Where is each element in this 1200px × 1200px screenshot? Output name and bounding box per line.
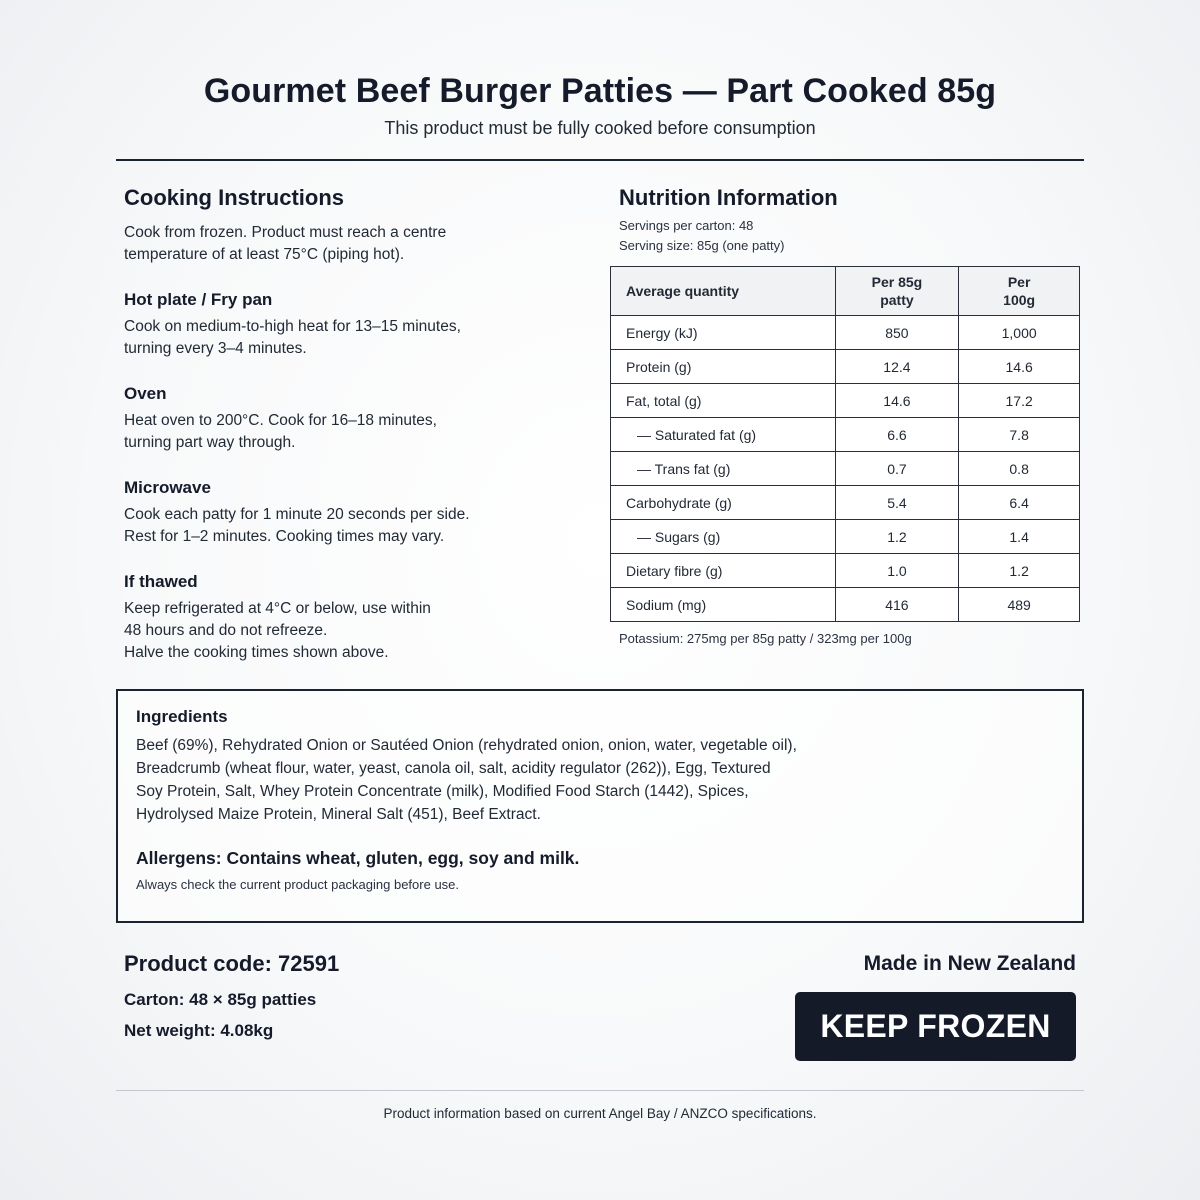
per-100g-value: 489 <box>959 588 1080 622</box>
ingredients-box <box>116 689 1084 923</box>
per-serving-value: 0.7 <box>835 452 959 486</box>
column-header-per-serving: Per 85g patty <box>835 267 959 316</box>
ingredients-heading: Ingredients <box>136 707 228 726</box>
potassium-note: Potassium: 275mg per 85g patty / 323mg per 100g <box>619 631 912 646</box>
table-row <box>611 452 1080 486</box>
per-100g-value: 7.8 <box>959 418 1080 452</box>
table-row <box>611 384 1080 418</box>
nutrient-label: Sodium (mg) <box>611 588 836 622</box>
per-100g-value: 1,000 <box>959 316 1080 350</box>
nutrition-heading: Nutrition Information <box>619 185 838 210</box>
per-serving-value: 416 <box>835 588 959 622</box>
table-row <box>611 588 1080 622</box>
footer-divider <box>116 1090 1084 1091</box>
table-row <box>611 316 1080 350</box>
ingredients-list: Beef (69%), Rehydrated Onion or Sautéed Onion (rehydrated onion, onion, water, vegetable oil), Breadcrumb (wheat flour, water, yeast, canola oil, salt, acidity regulator (262)), Egg, Textured Soy Protein, Salt, Whey Protein Concentrate (milk), Modified Food Starch (1442), Spices, Hydrolysed Maize Protein, Mineral Salt (451), Beef Extract. <box>136 737 797 823</box>
per-100g-value: 6.4 <box>959 486 1080 520</box>
method-heading-microwave: Microwave <box>124 478 211 497</box>
page-subtitle: This product must be fully cooked before consumption <box>384 118 816 138</box>
per-serving-value: 5.4 <box>835 486 959 520</box>
per-100g-value: 17.2 <box>959 384 1080 418</box>
method-text-hot-plate: Cook on medium-to-high heat for 13–15 minutes, turning every 3–4 minutes. <box>124 318 461 357</box>
method-heading-hot-plate: Hot plate / Fry pan <box>124 290 273 309</box>
nutrient-label: Carbohydrate (g) <box>611 486 836 520</box>
nutrient-label: Protein (g) <box>611 350 836 384</box>
per-100g-value: 14.6 <box>959 350 1080 384</box>
cooking-instructions-section <box>124 184 564 664</box>
per-serving-value: 850 <box>835 316 959 350</box>
per-serving-value: 6.6 <box>835 418 959 452</box>
cooking-intro-text: Cook from frozen. Product must reach a centre temperature of at least 75°C (piping hot). <box>124 224 447 263</box>
table-row <box>611 418 1080 452</box>
nutrition-information-section <box>610 184 1084 646</box>
column-header-per-100g: Per 100g <box>959 267 1080 316</box>
per-serving-value: 14.6 <box>835 384 959 418</box>
per-serving-value: 1.0 <box>835 554 959 588</box>
method-text-oven: Heat oven to 200°C. Cook for 16–18 minutes, turning part way through. <box>124 412 437 451</box>
page-title: Gourmet Beef Burger Patties — Part Cooked 85g <box>203 72 997 110</box>
carton-size: Carton: 48 × 85g patties <box>124 990 317 1009</box>
nutrition-table <box>610 266 1080 622</box>
product-spec-sheet <box>116 0 1084 1200</box>
nutrient-label: Fat, total (g) <box>611 384 836 418</box>
serving-size: Serving size: 85g (one patty) <box>619 238 785 253</box>
table-row <box>611 486 1080 520</box>
table-row <box>611 520 1080 554</box>
country-of-origin: Made in New Zealand <box>863 952 1076 975</box>
keep-frozen-badge: KEEP FROZEN <box>795 992 1076 1061</box>
cooking-instructions-heading: Cooking Instructions <box>124 185 344 210</box>
nutrient-label: — Trans fat (g) <box>611 452 836 486</box>
method-heading-if-thawed: If thawed <box>124 572 198 591</box>
header-divider <box>116 159 1084 161</box>
method-text-microwave: Cook each patty for 1 minute 20 seconds per side. Rest for 1–2 minutes. Cooking times may vary. <box>124 506 470 545</box>
method-heading-oven: Oven <box>124 384 167 403</box>
per-serving-value: 12.4 <box>835 350 959 384</box>
table-row <box>611 350 1080 384</box>
per-100g-value: 1.4 <box>959 520 1080 554</box>
nutrition-table-header-row <box>611 267 1080 316</box>
column-header-average-quantity: Average quantity <box>611 267 836 316</box>
nutrient-label: Dietary fibre (g) <box>611 554 836 588</box>
table-row <box>611 554 1080 588</box>
footer-note: Product information based on current Angel Bay / ANZCO specifications. <box>383 1106 817 1121</box>
allergens-statement: Allergens: Contains wheat, gluten, egg, soy and milk. <box>136 848 580 868</box>
per-100g-value: 0.8 <box>959 452 1080 486</box>
per-100g-value: 1.2 <box>959 554 1080 588</box>
net-weight: Net weight: 4.08kg <box>124 1021 274 1040</box>
product-code: Product code: 72591 <box>124 951 340 976</box>
per-serving-value: 1.2 <box>835 520 959 554</box>
nutrient-label: — Saturated fat (g) <box>611 418 836 452</box>
ingredients-content <box>136 707 836 892</box>
servings-per-carton: Servings per carton: 48 <box>619 218 754 233</box>
packaging-disclaimer: Always check the current product packaging before use. <box>136 877 460 892</box>
nutrient-label: Energy (kJ) <box>611 316 836 350</box>
method-text-if-thawed: Keep refrigerated at 4°C or below, use within 48 hours and do not refreeze. Halve the cooking times shown above. <box>124 600 431 661</box>
nutrient-label: — Sugars (g) <box>611 520 836 554</box>
